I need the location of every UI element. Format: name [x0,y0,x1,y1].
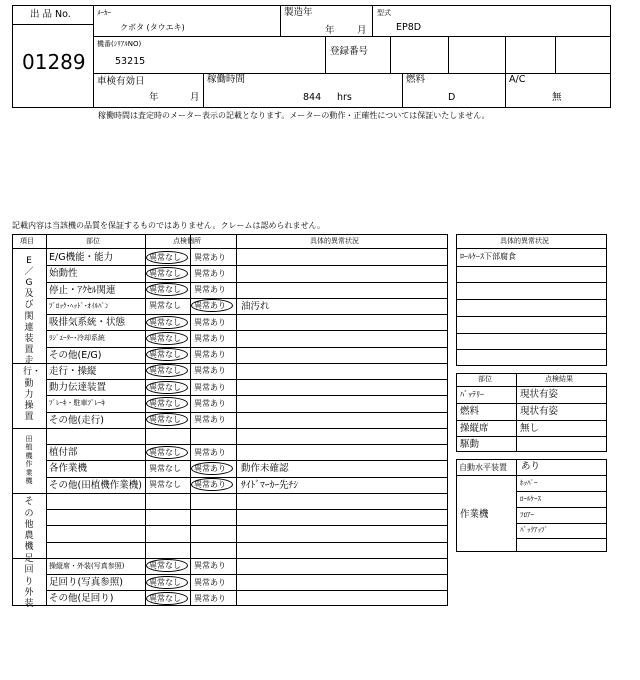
meter-note: 稼働時間は査定時のメーター表示の記載となります。メーターの動作・正確性については保証いたしません。 [98,111,490,120]
row-detail: 動作未確認 [241,463,289,475]
ac-label: A/C [509,74,526,85]
selection-circle [146,283,188,296]
selection-circle [146,592,188,605]
row-ok-label: 異常なし [149,593,181,603]
col-header-part: 部位 [86,237,100,245]
selection-circle [146,332,188,345]
row-ng-label: 異常あり [194,301,226,311]
check-result-seat: 無し [520,423,540,434]
row-ng-label: 異常あり [194,480,226,489]
maker-label: ﾒｰｶｰ [97,9,111,17]
hours-value: 844 [303,92,322,103]
row-ng-label: 異常あり [194,561,226,571]
serial-label: 機番(ｼﾘｱﾙNO) [97,40,142,48]
selection-circle [146,446,188,459]
year-label: 製造年 [284,7,313,18]
hours-unit: hrs [337,92,352,103]
work-item-backup: ﾊﾞｯｸｱｯﾌﾟ [520,526,548,534]
check-header-part: 部位 [478,375,492,383]
row-part: 各作業機 [49,463,88,475]
row-ok-label: 異常なし [149,382,181,392]
check-part-drive: 駆動 [460,439,480,450]
check-part-seat: 操縦席 [460,423,489,434]
selection-circle [146,316,188,329]
row-ng-label: 異常あり [194,366,226,376]
row-ok-label: 異常なし [149,333,181,343]
row-ng-label: 異常あり [194,252,226,262]
row-ng-label: 異常あり [194,317,226,327]
row-part: ﾌﾞﾚｰｷ・駐車ﾌﾞﾚｰｷ [49,399,105,408]
check-part-battery: ﾊﾞｯﾃﾘｰ [460,390,484,399]
row-ng-label: 異常あり [194,593,226,603]
row-ok-label: 異常なし [149,350,181,359]
row-ng-label: 異常あり [194,415,226,424]
row-ng-label: 異常あり [194,285,226,294]
autolevel-label: 自動水平装置 [459,463,507,472]
row-ng-label: 異常あり [194,577,226,587]
row-part: その他(足回り) [49,593,114,605]
ac-value: 無 [552,92,562,103]
row-part: 操縦席・外装(写真参照) [49,561,125,570]
row-ok-label: 異常なし [149,447,181,457]
row-ok-label: 異常なし [149,463,181,473]
row-part: その他(E/G) [49,349,102,361]
fuel-value: D [448,92,456,103]
right-detail-header: 具体的異常状況 [500,237,549,245]
row-ng-label: 異常あり [194,463,226,473]
selection-circle [146,267,188,280]
right-detail-row: ﾛｰﾙｹｰｽ下部腐食 [460,252,516,261]
row-ok-label: 異常なし [149,301,181,311]
row-ok-label: 異常なし [149,561,181,571]
work-item-floor: ﾌﾛｱｰ [520,511,534,519]
row-ok-label: 異常なし [149,480,181,489]
selection-circle [146,413,188,426]
row-ng-label: 異常あり [194,398,226,408]
row-ok-label: 異常なし [149,415,181,424]
row-ok-label: 異常なし [149,252,181,262]
row-part: その他(田植機作業機) [49,479,142,491]
selection-circle [146,251,188,264]
row-part: 始動性 [49,268,78,280]
row-ok-label: 異常なし [149,398,181,408]
selection-circle [191,478,233,491]
year-unit-month: 月 [357,25,367,36]
registration-label: 登録番号 [330,46,369,57]
row-part: その他(走行) [49,414,104,426]
row-part: ﾗｼﾞｴｰﾀｰ･冷却系統 [49,334,105,343]
model-label: 型式 [377,9,391,17]
row-ng-label: 異常あり [194,382,226,392]
hours-label: 稼働時間 [207,74,246,85]
col-header-category: 項目 [20,237,34,245]
selection-circle [146,348,188,361]
row-ok-label: 異常なし [149,317,181,327]
inspection-label: 車検有効日 [97,76,145,87]
col-header-check: 点検個所 [173,237,201,245]
fuel-label: 燃料 [406,74,426,85]
inspection-unit-year: 年 [149,92,159,103]
inspection-unit-month: 月 [190,92,200,103]
row-part: ﾌﾞﾛｯｸ･ﾍｯﾄﾞ･ｵｲﾙﾊﾟﾝ [49,301,109,310]
row-part: 植付部 [49,447,78,458]
selection-circle [146,397,188,410]
work-item-rollcase: ﾛｰﾙｹｰｽ [520,495,541,503]
serial-value: 53215 [115,56,146,67]
check-result-battery: 現状有姿 [520,389,559,400]
row-ng-label: 異常あり [194,333,226,343]
selection-circle [146,576,188,589]
check-part-fuel: 燃料 [460,406,480,417]
row-ng-label: 異常あり [194,350,226,359]
year-unit-year: 年 [325,25,335,36]
work-label: 作業機 [460,509,489,520]
lot-number: 01289 [22,50,86,74]
category-label: E／G及び関連装置 [24,255,34,356]
row-part: 足回り(写真参照) [49,577,123,588]
quality-note: 記載内容は当該機の品質を保証するものではありません。クレームは認められません。 [12,221,325,230]
maker-value: クボタ (タウエキ) [120,23,185,32]
row-part: 動力伝達装置 [49,382,107,393]
category-label: その他農機 [24,497,34,553]
check-result-fuel: 現状有姿 [520,406,559,417]
row-part: E/G機能・能力 [49,252,114,263]
row-part: 停止・ｱｸｾﾙ関連 [49,284,116,296]
row-ok-label: 異常なし [149,577,181,587]
row-part: 吸排気系統・状態 [49,317,126,328]
row-ok-label: 異常なし [149,366,181,376]
model-value: EP8D [396,22,422,33]
lot-label: 出 品 No. [30,9,71,20]
selection-circle [191,462,233,475]
check-header-result: 点検結果 [545,375,573,383]
row-detail: 油汚れ [241,300,270,312]
category-label: 走行・動力操置 [23,356,42,423]
row-ok-label: 異常なし [149,268,181,278]
row-ng-label: 異常あり [194,268,226,278]
work-item-hopper: ﾎｯﾊﾟｰ [520,479,538,487]
row-ok-label: 異常なし [149,285,181,294]
autolevel-value: あり [521,461,541,472]
category-label: 田植機作業機 [25,434,33,486]
selection-circle [146,381,188,394]
col-header-detail: 具体的異常状況 [310,237,359,245]
row-detail: ｻｲﾄﾞﾏｰｶｰ先ﾁｼ [241,479,299,491]
category-label: 足回り外装 [24,554,34,609]
row-part: 走行・操縦 [49,365,97,377]
row-ng-label: 異常あり [194,447,226,457]
